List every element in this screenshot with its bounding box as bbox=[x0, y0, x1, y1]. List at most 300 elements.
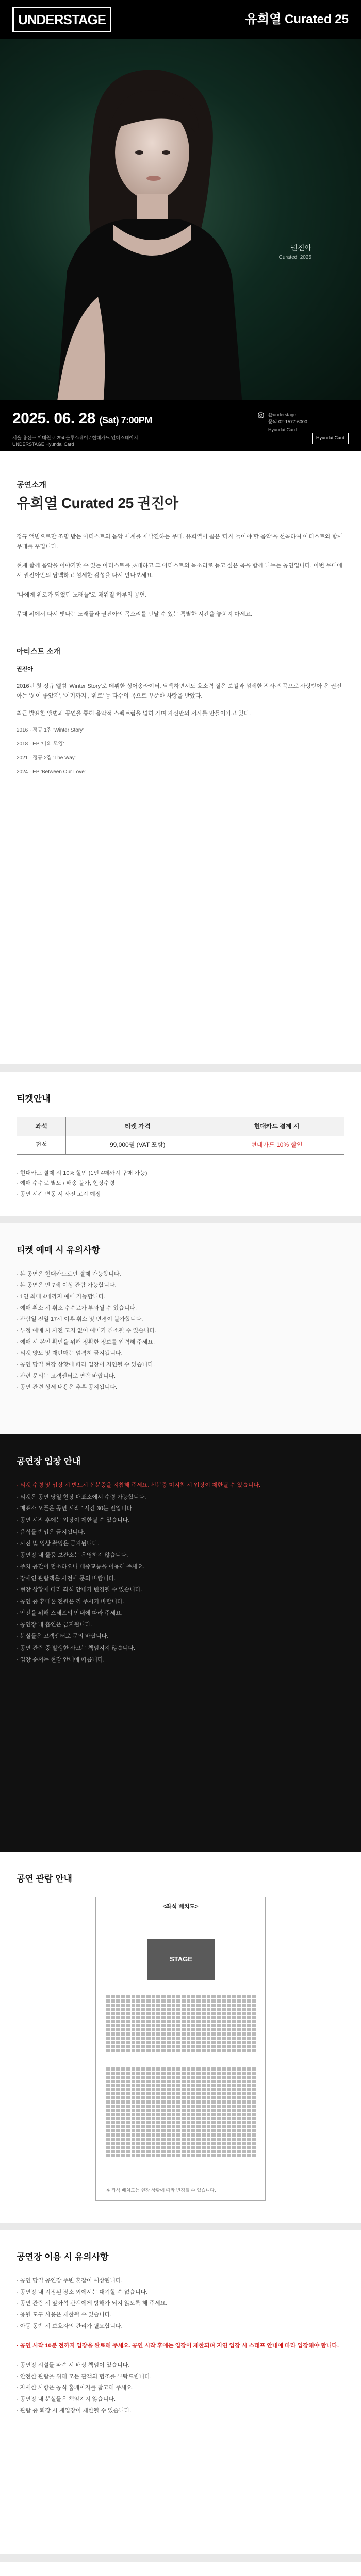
seat bbox=[211, 2041, 216, 2044]
seat bbox=[152, 2150, 156, 2153]
seat bbox=[247, 2049, 251, 2052]
seat bbox=[176, 2080, 180, 2083]
seat bbox=[227, 2113, 231, 2116]
ticket-discount: 현대카드 10% 할인 bbox=[209, 1136, 344, 1154]
seat bbox=[146, 2088, 151, 2091]
seat bbox=[167, 2012, 171, 2015]
list-item: · 입장 순서는 현장 안내에 따릅니다. bbox=[17, 1656, 105, 1663]
seat bbox=[161, 2072, 166, 2075]
seat bbox=[132, 2045, 136, 2048]
seat bbox=[252, 2084, 256, 2087]
ticket-note: · 현대카드 결제 시 10% 할인 (1인 4매까지 구매 가능) bbox=[17, 1170, 147, 1176]
seating-section bbox=[0, 1852, 361, 2223]
seat bbox=[156, 2028, 160, 2031]
seat bbox=[247, 2076, 251, 2079]
seat bbox=[132, 2146, 136, 2149]
seat bbox=[207, 2129, 211, 2132]
seat bbox=[252, 2067, 256, 2071]
seat bbox=[121, 2037, 125, 2040]
list-item: · 현장 상황에 따라 좌석 안내가 변경될 수 있습니다. bbox=[17, 1587, 142, 1594]
contact-info bbox=[268, 411, 307, 433]
seat bbox=[172, 2076, 176, 2079]
seat bbox=[242, 2150, 246, 2153]
seat bbox=[126, 2049, 130, 2052]
seat bbox=[121, 2138, 125, 2141]
seat bbox=[247, 2125, 251, 2128]
seat bbox=[232, 2084, 236, 2087]
seat bbox=[247, 2117, 251, 2120]
seat bbox=[161, 2092, 166, 2095]
seat bbox=[187, 2016, 191, 2019]
list-item: · 음식물 반입은 금지됩니다. bbox=[17, 1529, 85, 1535]
contact-brand: Hyundai Card bbox=[268, 427, 297, 432]
seat bbox=[211, 2024, 216, 2027]
seat bbox=[217, 2012, 221, 2015]
seat bbox=[146, 2092, 151, 2095]
seat bbox=[227, 2121, 231, 2124]
contact-instagram[interactable]: @understage bbox=[268, 412, 297, 417]
seat bbox=[156, 2020, 160, 2023]
venue-address bbox=[12, 435, 138, 447]
seat bbox=[196, 2016, 201, 2019]
seat bbox=[217, 2154, 221, 2157]
seat bbox=[237, 2067, 241, 2071]
seat bbox=[191, 2088, 195, 2091]
seat bbox=[152, 2008, 156, 2011]
list-item: · 본 공연은 현대카드로만 결제 가능합니다. bbox=[17, 1271, 121, 1278]
seat bbox=[182, 2105, 186, 2108]
seat bbox=[207, 2121, 211, 2124]
seat bbox=[207, 2117, 211, 2120]
seat bbox=[217, 2080, 221, 2083]
seat bbox=[156, 2037, 160, 2040]
seat bbox=[207, 2045, 211, 2048]
seat bbox=[207, 2004, 211, 2007]
seat bbox=[237, 1995, 241, 1998]
seat bbox=[217, 2109, 221, 2112]
seat bbox=[217, 2150, 221, 2153]
seat bbox=[207, 2032, 211, 2036]
seat bbox=[237, 2105, 241, 2108]
seat bbox=[182, 2113, 186, 2116]
seat bbox=[152, 2049, 156, 2052]
seat bbox=[217, 2028, 221, 2031]
seat bbox=[227, 2045, 231, 2048]
seat bbox=[247, 2072, 251, 2075]
list-item: · 본 공연은 만 7세 이상 관람 가능합니다. bbox=[17, 1282, 117, 1289]
seat bbox=[116, 2133, 120, 2137]
seat bbox=[252, 2113, 256, 2116]
seat bbox=[207, 1999, 211, 2003]
seat bbox=[121, 2020, 125, 2023]
seat bbox=[121, 2088, 125, 2091]
seat bbox=[146, 2032, 151, 2036]
seat bbox=[191, 2024, 195, 2027]
seat bbox=[217, 1999, 221, 2003]
seat bbox=[207, 2020, 211, 2023]
intro-section bbox=[0, 451, 361, 1064]
seat bbox=[217, 2045, 221, 2048]
seat bbox=[202, 2037, 206, 2040]
seat bbox=[121, 2076, 125, 2079]
seat bbox=[182, 2045, 186, 2048]
seat bbox=[152, 2084, 156, 2087]
seat bbox=[191, 2129, 195, 2132]
seat bbox=[111, 2067, 116, 2071]
seat bbox=[146, 2012, 151, 2015]
seat bbox=[252, 2032, 256, 2036]
seat bbox=[116, 2150, 120, 2153]
seat bbox=[152, 2105, 156, 2108]
seat bbox=[146, 2037, 151, 2040]
seat bbox=[116, 2129, 120, 2132]
seat bbox=[132, 2092, 136, 2095]
seat bbox=[182, 2076, 186, 2079]
seat bbox=[222, 2092, 226, 2095]
seat bbox=[167, 2004, 171, 2007]
venue-rules-list bbox=[17, 2275, 344, 2416]
seat bbox=[211, 2100, 216, 2104]
seat bbox=[196, 2080, 201, 2083]
seat bbox=[172, 1999, 176, 2003]
seat bbox=[247, 2032, 251, 2036]
seat bbox=[227, 2084, 231, 2087]
seat bbox=[217, 2016, 221, 2019]
seat bbox=[211, 2121, 216, 2124]
seat bbox=[111, 2088, 116, 2091]
seat bbox=[121, 2032, 125, 2036]
seat bbox=[242, 2037, 246, 2040]
seat bbox=[152, 2080, 156, 2083]
seat bbox=[172, 2088, 176, 2091]
seat bbox=[247, 2129, 251, 2132]
seat bbox=[121, 2080, 125, 2083]
seat bbox=[121, 2028, 125, 2031]
seat bbox=[132, 2105, 136, 2108]
seat bbox=[232, 2117, 236, 2120]
seat bbox=[242, 2045, 246, 2048]
seat bbox=[222, 2028, 226, 2031]
seat bbox=[232, 2113, 236, 2116]
seat bbox=[232, 2016, 236, 2019]
seat bbox=[111, 2117, 116, 2120]
seat bbox=[172, 2146, 176, 2149]
seat bbox=[111, 2041, 116, 2044]
seat bbox=[252, 2096, 256, 2099]
seat bbox=[217, 2117, 221, 2120]
seat bbox=[106, 2080, 110, 2083]
seat bbox=[156, 2121, 160, 2124]
seat bbox=[196, 2004, 201, 2007]
seat bbox=[161, 2096, 166, 2099]
seat bbox=[111, 2049, 116, 2052]
seat bbox=[172, 2012, 176, 2015]
seat bbox=[217, 2072, 221, 2075]
seat bbox=[176, 2100, 180, 2104]
seat bbox=[202, 2154, 206, 2157]
seat bbox=[136, 2012, 140, 2015]
seat bbox=[167, 2121, 171, 2124]
seat bbox=[232, 2041, 236, 2044]
seat bbox=[161, 2037, 166, 2040]
seat bbox=[111, 2113, 116, 2116]
seat bbox=[156, 2049, 160, 2052]
seat bbox=[237, 2109, 241, 2112]
seat bbox=[167, 2100, 171, 2104]
seat bbox=[136, 1995, 140, 1998]
seat bbox=[211, 2080, 216, 2083]
seat bbox=[237, 2037, 241, 2040]
seat bbox=[196, 2121, 201, 2124]
seat bbox=[136, 2088, 140, 2091]
show-date-value: 2025. 06. 28 bbox=[12, 410, 95, 427]
seat bbox=[111, 2076, 116, 2079]
seat bbox=[121, 1999, 125, 2003]
seat bbox=[222, 2049, 226, 2052]
seat bbox=[252, 2100, 256, 2104]
seat bbox=[217, 2088, 221, 2091]
seat bbox=[146, 2020, 151, 2023]
seat bbox=[227, 2041, 231, 2044]
seat bbox=[176, 2109, 180, 2112]
seat bbox=[222, 2138, 226, 2141]
seat bbox=[252, 2142, 256, 2145]
seat bbox=[121, 2117, 125, 2120]
seat bbox=[152, 2045, 156, 2048]
seat bbox=[111, 1999, 116, 2003]
seat bbox=[182, 2041, 186, 2044]
seat bbox=[141, 2138, 145, 2141]
venue-rules-title: 공연장 이용 시 유의사항 bbox=[17, 2252, 109, 2262]
seat bbox=[111, 2138, 116, 2141]
seat bbox=[196, 2008, 201, 2011]
seat bbox=[222, 2072, 226, 2075]
seat bbox=[207, 2125, 211, 2128]
venue-rules-section bbox=[0, 2230, 361, 2554]
seat bbox=[211, 2146, 216, 2149]
seat bbox=[187, 2125, 191, 2128]
seat bbox=[191, 2146, 195, 2149]
seat bbox=[182, 2121, 186, 2124]
seat bbox=[156, 2129, 160, 2132]
seat bbox=[232, 2109, 236, 2112]
seat bbox=[202, 2016, 206, 2019]
seat bbox=[106, 2092, 110, 2095]
seat bbox=[237, 2088, 241, 2091]
seat bbox=[132, 2133, 136, 2137]
seat bbox=[187, 2154, 191, 2157]
col-header: 좌석 bbox=[17, 1117, 66, 1136]
seat bbox=[146, 2146, 151, 2149]
seat bbox=[207, 2154, 211, 2157]
seat bbox=[132, 2088, 136, 2091]
seat bbox=[106, 2032, 110, 2036]
list-item: · 공연 당일 공연장 주변 혼잡이 예상됩니다. bbox=[17, 2278, 123, 2284]
seat bbox=[196, 2096, 201, 2099]
seat bbox=[111, 2125, 116, 2128]
seat bbox=[146, 2045, 151, 2048]
instagram-icon[interactable] bbox=[258, 412, 264, 418]
seat bbox=[252, 2105, 256, 2108]
seat bbox=[232, 2080, 236, 2083]
seat bbox=[252, 2076, 256, 2079]
seat bbox=[187, 2012, 191, 2015]
seat bbox=[167, 2084, 171, 2087]
seat bbox=[187, 2076, 191, 2079]
seat bbox=[182, 2012, 186, 2015]
seat bbox=[152, 2133, 156, 2137]
seat bbox=[232, 2032, 236, 2036]
seat bbox=[141, 2032, 145, 2036]
seat-map bbox=[95, 1897, 266, 2201]
seat bbox=[172, 2117, 176, 2120]
seat bbox=[141, 2117, 145, 2120]
seat bbox=[176, 2045, 180, 2048]
seat bbox=[207, 2049, 211, 2052]
seat bbox=[202, 2020, 206, 2023]
seat bbox=[232, 2012, 236, 2015]
seat bbox=[126, 2096, 130, 2099]
seat bbox=[196, 2012, 201, 2015]
seat bbox=[141, 2133, 145, 2137]
seat bbox=[111, 2004, 116, 2007]
seat bbox=[116, 2154, 120, 2157]
seat bbox=[211, 2049, 216, 2052]
seat bbox=[217, 2037, 221, 2040]
seat bbox=[172, 2129, 176, 2132]
seat bbox=[187, 2072, 191, 2075]
seat bbox=[161, 2045, 166, 2048]
entry-notice-list bbox=[17, 1480, 344, 1666]
seat bbox=[182, 2084, 186, 2087]
seat bbox=[111, 2045, 116, 2048]
seat bbox=[182, 2133, 186, 2137]
seat bbox=[132, 1995, 136, 1998]
seat bbox=[161, 2117, 166, 2120]
seat bbox=[242, 2004, 246, 2007]
seat bbox=[252, 1995, 256, 1998]
seat bbox=[176, 2049, 180, 2052]
seat bbox=[252, 2154, 256, 2157]
seat bbox=[252, 2138, 256, 2141]
seat bbox=[136, 2109, 140, 2112]
seat bbox=[202, 2084, 206, 2087]
list-item: · 공연 관람 중 발생한 사고는 책임지지 않습니다. bbox=[17, 1645, 136, 1651]
seat bbox=[161, 2028, 166, 2031]
seat bbox=[207, 2024, 211, 2027]
seat bbox=[191, 2117, 195, 2120]
seat bbox=[141, 2080, 145, 2083]
understage-logo[interactable]: UNDERSTAGE bbox=[12, 7, 111, 32]
seat bbox=[106, 2020, 110, 2023]
seat bbox=[237, 2117, 241, 2120]
seat bbox=[247, 2045, 251, 2048]
seat bbox=[132, 2041, 136, 2044]
seat bbox=[182, 2037, 186, 2040]
seat bbox=[242, 2133, 246, 2137]
seat bbox=[211, 2008, 216, 2011]
list-item: · 공연 관련 상세 내용은 추후 공지됩니다. bbox=[17, 1384, 118, 1391]
seat bbox=[211, 2076, 216, 2079]
seat bbox=[172, 2100, 176, 2104]
seat bbox=[132, 2142, 136, 2145]
seat bbox=[242, 2041, 246, 2044]
seat bbox=[191, 2096, 195, 2099]
seat bbox=[126, 2092, 130, 2095]
seat bbox=[207, 2072, 211, 2075]
seat bbox=[141, 2142, 145, 2145]
seat bbox=[182, 2049, 186, 2052]
seat bbox=[106, 2121, 110, 2124]
seat bbox=[211, 2142, 216, 2145]
seat bbox=[156, 2076, 160, 2079]
seat bbox=[237, 2129, 241, 2132]
seat bbox=[207, 2150, 211, 2153]
ticket-price: 99,000원 (VAT 포함) bbox=[66, 1136, 209, 1154]
seat bbox=[136, 2072, 140, 2075]
seat bbox=[207, 2037, 211, 2040]
seat bbox=[106, 2105, 110, 2108]
seat bbox=[136, 2117, 140, 2120]
seat bbox=[156, 2096, 160, 2099]
ticket-table bbox=[17, 1117, 344, 1154]
seat bbox=[247, 2150, 251, 2153]
seat bbox=[111, 2072, 116, 2075]
seat bbox=[146, 2100, 151, 2104]
seat bbox=[227, 2142, 231, 2145]
seat bbox=[167, 2146, 171, 2149]
seat bbox=[121, 2004, 125, 2007]
list-item: · 공연장 내 분실물은 책임지지 않습니다. bbox=[17, 2396, 116, 2403]
seat bbox=[106, 2084, 110, 2087]
seat bbox=[141, 2088, 145, 2091]
seat bbox=[126, 2045, 130, 2048]
seat bbox=[172, 2109, 176, 2112]
seat bbox=[152, 2100, 156, 2104]
seat bbox=[116, 2012, 120, 2015]
seat bbox=[232, 2024, 236, 2027]
seat bbox=[152, 2092, 156, 2095]
entry-section bbox=[0, 1434, 361, 1852]
seat bbox=[217, 1995, 221, 1998]
seat bbox=[222, 2121, 226, 2124]
seat bbox=[111, 2012, 116, 2015]
seat bbox=[116, 2138, 120, 2141]
seat bbox=[132, 2004, 136, 2007]
seat bbox=[121, 2012, 125, 2015]
seat bbox=[146, 1999, 151, 2003]
seat bbox=[106, 1995, 110, 1998]
seat bbox=[247, 2146, 251, 2149]
seat bbox=[196, 2045, 201, 2048]
list-item: · 공연 당일 현장 상황에 따라 입장이 지연될 수 있습니다. bbox=[17, 1362, 155, 1368]
seat bbox=[176, 2146, 180, 2149]
seat bbox=[227, 2004, 231, 2007]
seat bbox=[111, 2016, 116, 2019]
entry-highlight: · 티켓 수령 및 입장 시 반드시 신분증을 지참해 주세요. 신분증 미지참 시 입장이 제한될 수 있습니다. bbox=[17, 1482, 261, 1489]
seat bbox=[141, 2004, 145, 2007]
seat bbox=[167, 2113, 171, 2116]
seat bbox=[232, 2076, 236, 2079]
ticket-note: · 예매 수수료 별도 / 배송 불가, 현장수령 bbox=[17, 1180, 115, 1187]
seat bbox=[167, 2016, 171, 2019]
seat bbox=[242, 2096, 246, 2099]
show-time: (Sat) 7:00PM bbox=[99, 415, 152, 426]
seat bbox=[132, 2037, 136, 2040]
seat bbox=[167, 2138, 171, 2141]
seat bbox=[207, 2142, 211, 2145]
ticket-note: · 공연 시간 변동 시 사전 고지 예정 bbox=[17, 1191, 101, 1198]
